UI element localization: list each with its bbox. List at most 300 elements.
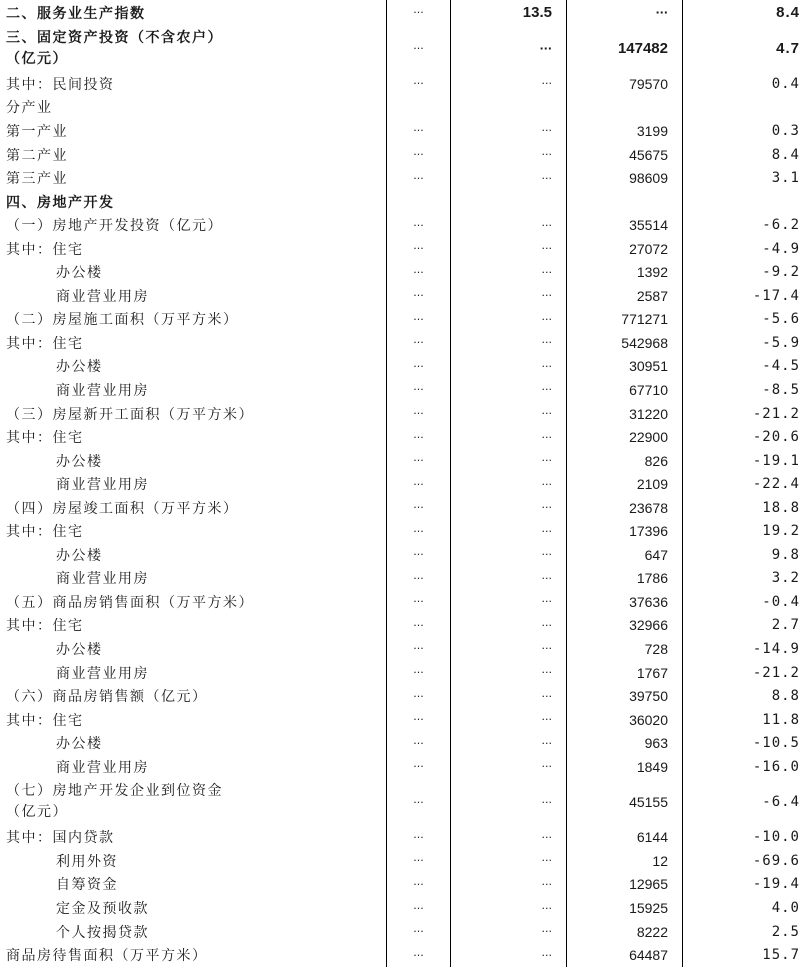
row-label	[0, 731, 386, 755]
row-label	[0, 567, 386, 591]
col-2-value	[450, 284, 566, 308]
col-4-value-text: -0.4	[762, 593, 800, 610]
row-label-text: 商业营业用房	[56, 288, 149, 305]
col-2-value-text: ···	[541, 407, 552, 421]
col-1-value	[386, 708, 450, 732]
col-3-value	[566, 684, 682, 708]
col-3-value	[566, 614, 682, 638]
col-3-value	[566, 355, 682, 379]
col-3-value-text: 2587	[636, 287, 668, 304]
row-label	[0, 213, 386, 237]
col-3-value	[566, 496, 682, 520]
col-1-value-text: ···	[413, 571, 424, 585]
col-4-value-text: -17.4	[752, 287, 800, 304]
col-2-value	[450, 143, 566, 167]
col-4-value	[682, 402, 808, 426]
col-3-value-text: 1786	[636, 570, 668, 587]
col-2-value-text: ···	[541, 666, 552, 680]
col-1-value-text: ···	[413, 760, 424, 774]
col-4-value-text: -6.4	[762, 794, 800, 811]
col-1-value	[386, 119, 450, 143]
row-label-text: （二）房屋施工面积（万平方米）	[6, 312, 239, 329]
row-label-text: 其中：住宅	[6, 712, 84, 729]
col-1-value	[386, 896, 450, 920]
col-1-value	[386, 684, 450, 708]
row-label	[0, 779, 386, 826]
col-3-value	[566, 72, 682, 96]
col-4-value-text: 3.1	[771, 170, 800, 187]
col-4-value-text: 3.2	[771, 570, 800, 587]
row-label	[0, 237, 386, 261]
col-3-value	[566, 190, 682, 214]
col-2-value-text: ···	[541, 642, 552, 656]
table-row	[0, 708, 808, 732]
col-4-value	[682, 472, 808, 496]
col-1-value-text: ···	[413, 795, 424, 809]
col-4-value-text: -8.5	[762, 381, 800, 398]
col-1-value	[386, 779, 450, 826]
col-1-value	[386, 237, 450, 261]
col-3-value-text: 12965	[629, 876, 668, 893]
col-1-value-text: ···	[413, 548, 424, 562]
col-3-value	[566, 849, 682, 873]
col-2-value-text: ···	[541, 454, 552, 468]
col-4-value-text: -6.2	[762, 217, 800, 234]
col-4-value-text: -19.1	[752, 452, 800, 469]
col-1-value-text: ···	[413, 124, 424, 138]
col-1-value	[386, 166, 450, 190]
row-label	[0, 614, 386, 638]
col-2-value	[450, 826, 566, 850]
col-1-value-text: ···	[413, 595, 424, 609]
row-label	[0, 496, 386, 520]
row-label	[0, 637, 386, 661]
col-4-value-text: 18.8	[762, 499, 800, 516]
col-1-value	[386, 355, 450, 379]
row-label-text: 商业营业用房	[56, 382, 149, 399]
col-3-value	[566, 96, 682, 120]
col-1-value-text: ···	[413, 948, 424, 962]
col-3-value	[566, 755, 682, 779]
row-label	[0, 25, 386, 72]
col-2-value	[450, 449, 566, 473]
col-1-value	[386, 96, 450, 120]
col-1-value	[386, 543, 450, 567]
col-3-value-text: 3199	[636, 122, 668, 139]
col-2-value	[450, 213, 566, 237]
col-2-value-text: ···	[541, 736, 552, 750]
col-2-value-text: ···	[541, 689, 552, 703]
row-label-text: 办公楼	[56, 453, 103, 470]
row-label-text: （五）商品房销售面积（万平方米）	[6, 594, 254, 611]
col-3-value	[566, 213, 682, 237]
col-3-value-text: 8222	[636, 923, 668, 940]
col-2-value	[450, 614, 566, 638]
col-2-value	[450, 708, 566, 732]
col-2-value-text: ···	[541, 289, 552, 303]
table-row	[0, 355, 808, 379]
col-1-value-text: ···	[413, 830, 424, 844]
row-label	[0, 873, 386, 897]
table-row	[0, 849, 808, 873]
row-label	[0, 472, 386, 496]
col-1-value	[386, 284, 450, 308]
row-label-text: 三、固定资产投资（不含农户） （亿元）	[6, 29, 223, 67]
col-2-value-text: ···	[541, 524, 552, 538]
row-label-text: （四）房屋竣工面积（万平方米）	[6, 500, 239, 517]
col-3-value	[566, 708, 682, 732]
col-3-value	[566, 779, 682, 826]
col-3-value-text: 23678	[629, 499, 668, 516]
col-3-value-text: 2109	[636, 476, 668, 493]
col-4-value	[682, 567, 808, 591]
col-4-value	[682, 496, 808, 520]
col-1-value-text: ···	[413, 524, 424, 538]
col-2-value-text: ···	[541, 571, 552, 585]
col-4-value-text: -21.2	[752, 664, 800, 681]
col-4-value	[682, 661, 808, 685]
col-1-value	[386, 402, 450, 426]
col-2-value-text: ···	[541, 830, 552, 844]
col-4-value	[682, 425, 808, 449]
col-3-value	[566, 590, 682, 614]
col-4-value-text: -5.6	[762, 311, 800, 328]
col-2-value	[450, 567, 566, 591]
col-4-value	[682, 213, 808, 237]
col-3-value	[566, 731, 682, 755]
col-2-value-text: ···	[541, 618, 552, 632]
table-row	[0, 0, 808, 25]
col-4-value-text: 9.8	[771, 546, 800, 563]
col-4-value-text: -14.9	[752, 640, 800, 657]
col-4-value	[682, 119, 808, 143]
row-label	[0, 0, 386, 25]
col-1-value-text: ···	[413, 42, 424, 56]
table-row	[0, 166, 808, 190]
col-2-value	[450, 331, 566, 355]
col-2-value-text: ···	[541, 242, 552, 256]
col-3-value	[566, 826, 682, 850]
col-4-value-text: 4.7	[776, 40, 800, 58]
col-2-value	[450, 190, 566, 214]
col-3-value-text: 963	[644, 735, 668, 752]
col-1-value-text: ···	[413, 642, 424, 656]
col-4-value-text: 8.4	[776, 4, 800, 21]
table-row	[0, 731, 808, 755]
col-2-value-text: ···	[541, 477, 552, 491]
table-row	[0, 614, 808, 638]
col-4-value-text: -5.9	[762, 334, 800, 351]
row-label-text: 商品房待售面积（万平方米）	[6, 948, 208, 965]
col-2-value-text: ···	[541, 336, 552, 350]
row-label-text: （六）商品房销售额（亿元）	[6, 689, 208, 706]
table-row	[0, 308, 808, 332]
row-label-text: 其中：住宅	[6, 335, 84, 352]
col-4-value-text: -10.0	[752, 829, 800, 846]
row-label-text: 商业营业用房	[56, 665, 149, 682]
col-3-value	[566, 920, 682, 944]
row-label	[0, 896, 386, 920]
col-3-value	[566, 449, 682, 473]
col-1-value	[386, 308, 450, 332]
col-1-value-text: ···	[413, 407, 424, 421]
table-row	[0, 331, 808, 355]
row-label	[0, 920, 386, 944]
row-label-text: 第一产业	[6, 123, 68, 140]
row-label	[0, 331, 386, 355]
col-4-value	[682, 708, 808, 732]
col-2-value-text: ···	[541, 218, 552, 232]
col-4-value	[682, 637, 808, 661]
col-3-value	[566, 143, 682, 167]
col-2-value-text: ···	[541, 171, 552, 185]
col-1-value-text: ···	[413, 925, 424, 939]
row-label	[0, 119, 386, 143]
col-1-value-text: ···	[413, 854, 424, 868]
col-3-value-text: 1849	[636, 758, 668, 775]
col-4-value-text: 11.8	[762, 711, 800, 728]
row-label-text: 第三产业	[6, 171, 68, 188]
col-4-value	[682, 449, 808, 473]
col-3-value-text: 45675	[629, 146, 668, 163]
col-2-value	[450, 308, 566, 332]
row-label-text: （三）房屋新开工面积（万平方米）	[6, 406, 254, 423]
col-4-value	[682, 237, 808, 261]
row-label	[0, 661, 386, 685]
col-3-value-text: 728	[644, 640, 668, 657]
row-label-text: 其中：住宅	[6, 524, 84, 541]
col-1-value	[386, 661, 450, 685]
table-row	[0, 143, 808, 167]
row-label-text: 办公楼	[56, 265, 103, 282]
col-3-value-text: 36020	[629, 711, 668, 728]
col-3-value-text: 1767	[636, 664, 668, 681]
col-1-value	[386, 143, 450, 167]
col-3-value	[566, 284, 682, 308]
col-4-value	[682, 920, 808, 944]
col-3-value-text: 79570	[629, 75, 668, 92]
col-1-value-text: ···	[413, 430, 424, 444]
col-3-value-text: 22900	[629, 429, 668, 446]
col-2-value	[450, 731, 566, 755]
row-label	[0, 143, 386, 167]
col-3-value	[566, 873, 682, 897]
row-label	[0, 755, 386, 779]
row-label-text: 办公楼	[56, 359, 103, 376]
table-row	[0, 284, 808, 308]
row-label	[0, 166, 386, 190]
col-1-value	[386, 590, 450, 614]
col-4-value	[682, 355, 808, 379]
table-row	[0, 543, 808, 567]
col-4-value-text: -4.9	[762, 240, 800, 257]
col-3-value	[566, 308, 682, 332]
col-1-value-text: ···	[413, 618, 424, 632]
col-2-value-text: ···	[541, 795, 552, 809]
row-label-text: （一）房地产开发投资（亿元）	[6, 218, 223, 235]
col-4-value	[682, 779, 808, 826]
col-3-value	[566, 425, 682, 449]
col-2-value	[450, 119, 566, 143]
col-1-value	[386, 614, 450, 638]
col-2-value-text: ···	[541, 925, 552, 939]
col-3-value-text: ···	[655, 6, 668, 19]
col-1-value-text: ···	[413, 6, 424, 19]
row-label-text: 分产业	[6, 100, 53, 117]
table-row	[0, 873, 808, 897]
col-2-value	[450, 873, 566, 897]
row-label-text: 办公楼	[56, 641, 103, 658]
row-label-text: （七）房地产开发企业到位资金 （亿元）	[6, 783, 223, 821]
table-row	[0, 72, 808, 96]
col-3-value-text: 31220	[629, 405, 668, 422]
col-2-value	[450, 25, 566, 72]
table-row	[0, 25, 808, 72]
col-2-value	[450, 378, 566, 402]
col-3-value-text: 67710	[629, 381, 668, 398]
col-3-value-text: 826	[644, 452, 668, 469]
table-row	[0, 237, 808, 261]
col-3-value	[566, 637, 682, 661]
col-2-value-text: ···	[541, 148, 552, 161]
col-3-value	[566, 543, 682, 567]
col-3-value	[566, 25, 682, 72]
col-1-value	[386, 567, 450, 591]
col-4-value-text: -9.2	[762, 264, 800, 281]
col-4-value-text: 15.7	[762, 947, 800, 964]
col-1-value-text: ···	[413, 901, 424, 915]
table-row	[0, 943, 808, 967]
col-1-value-text: ···	[413, 312, 424, 326]
col-3-value-text: 15925	[629, 900, 668, 916]
col-4-value-text: -69.6	[752, 852, 800, 869]
table-row	[0, 896, 808, 920]
row-label	[0, 849, 386, 873]
col-3-value-text: 771271	[621, 311, 668, 328]
row-label-text: 二、服务业生产指数	[6, 5, 146, 22]
table-row	[0, 378, 808, 402]
col-2-value-text: ···	[541, 430, 552, 444]
row-label	[0, 425, 386, 449]
table-row	[0, 260, 808, 284]
table-row	[0, 661, 808, 685]
col-1-value	[386, 190, 450, 214]
col-2-value-text: ···	[541, 877, 552, 891]
row-label-text: 利用外资	[56, 853, 118, 870]
row-label	[0, 72, 386, 96]
col-4-value	[682, 590, 808, 614]
col-4-value-text: 2.5	[771, 923, 800, 940]
col-4-value-text: -19.4	[752, 876, 800, 893]
col-4-value-text: 2.7	[771, 617, 800, 634]
col-4-value	[682, 826, 808, 850]
row-label	[0, 826, 386, 850]
col-1-value	[386, 755, 450, 779]
col-2-value	[450, 684, 566, 708]
row-label-text: 办公楼	[56, 736, 103, 753]
row-label-text: 其中：国内贷款	[6, 830, 115, 847]
col-1-value	[386, 449, 450, 473]
table-row	[0, 190, 808, 214]
col-1-value	[386, 519, 450, 543]
col-2-value	[450, 425, 566, 449]
col-2-value-text: ···	[541, 383, 552, 397]
col-1-value-text: ···	[413, 501, 424, 515]
col-4-value	[682, 873, 808, 897]
col-4-value	[682, 308, 808, 332]
col-2-value-text: ···	[541, 501, 552, 515]
row-label-text: 第二产业	[6, 147, 68, 164]
row-label	[0, 943, 386, 967]
col-3-value-text: 37636	[629, 593, 668, 610]
col-4-value	[682, 731, 808, 755]
col-3-value-text: 39750	[629, 688, 668, 705]
col-1-value-text: ···	[413, 736, 424, 750]
row-label-text: 其中：住宅	[6, 241, 84, 258]
table-row	[0, 637, 808, 661]
col-2-value-text: ···	[541, 760, 552, 774]
col-2-value-text: ···	[541, 124, 552, 138]
table-row	[0, 119, 808, 143]
col-3-value-text: 1392	[636, 264, 668, 281]
col-4-value	[682, 72, 808, 96]
table-row	[0, 213, 808, 237]
col-1-value	[386, 331, 450, 355]
col-4-value	[682, 166, 808, 190]
col-4-value-text: 8.8	[771, 688, 800, 705]
col-1-value-text: ···	[413, 265, 424, 279]
col-2-value	[450, 943, 566, 967]
col-2-value	[450, 237, 566, 261]
col-1-value	[386, 0, 450, 25]
row-label	[0, 402, 386, 426]
col-1-value	[386, 378, 450, 402]
col-4-value	[682, 755, 808, 779]
col-2-value	[450, 0, 566, 25]
col-2-value	[450, 920, 566, 944]
table-row	[0, 590, 808, 614]
col-4-value	[682, 684, 808, 708]
col-1-value-text: ···	[413, 359, 424, 373]
row-label-text: 其中：民间投资	[6, 76, 115, 93]
row-label	[0, 708, 386, 732]
table-row	[0, 96, 808, 120]
table-row	[0, 755, 808, 779]
col-3-value-text: 17396	[629, 523, 668, 540]
col-2-value	[450, 402, 566, 426]
row-label-text: 商业营业用房	[56, 571, 149, 588]
col-1-value	[386, 943, 450, 967]
col-1-value	[386, 472, 450, 496]
col-1-value-text: ···	[413, 218, 424, 232]
col-1-value	[386, 72, 450, 96]
col-4-value	[682, 190, 808, 214]
col-1-value-text: ···	[413, 336, 424, 350]
col-3-value-text: 542968	[621, 334, 668, 351]
col-1-value-text: ···	[413, 383, 424, 397]
col-3-value	[566, 472, 682, 496]
col-2-value	[450, 755, 566, 779]
col-3-value	[566, 331, 682, 355]
row-label	[0, 684, 386, 708]
col-4-value-text: -22.4	[752, 476, 800, 493]
table-row	[0, 920, 808, 944]
col-2-value	[450, 96, 566, 120]
col-1-value-text: ···	[413, 666, 424, 680]
col-4-value-text: 19.2	[762, 523, 800, 540]
col-3-value	[566, 943, 682, 967]
row-label	[0, 96, 386, 120]
